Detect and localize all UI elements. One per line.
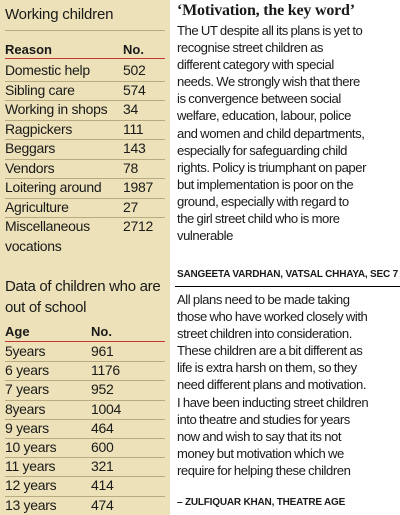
text-line: need different plans and motivation. [177,377,367,393]
age-cell: 8years [5,400,46,417]
number-cell: 111 [123,120,144,137]
text-line: and women and child departments, [177,125,365,141]
reason-cell: Working in shops [5,101,108,117]
text-line: now and wish to say that its not [177,428,342,444]
out-of-school-title: Data of children who are out of school [5,278,161,316]
header-rule [5,341,165,342]
number-cell: 1987 [123,179,153,195]
number-cell: 1004 [91,400,121,417]
reason-cell: Agriculture [5,198,69,215]
text-line: These children are a bit different as [177,343,363,359]
number-cell: 34 [123,101,138,117]
age-cell: 5years [5,343,46,359]
quote-body [177,22,400,244]
reason-column-header: Reason [5,42,52,57]
text-line: but implementation is poor on the [177,176,354,192]
text-line: The UT despite all its plans is yet to [177,23,363,38]
quote-byline: – ZULFIQUAR KHAN, THEATRE AGE [177,497,346,508]
text-line: into theatre and studies for years [177,411,350,427]
number-cell: 574 [123,81,146,98]
reason-cell: Beggars [5,140,56,156]
working-children-title: Working children [5,6,114,23]
age-cell: 10 years [5,439,57,455]
number-cell: 78 [123,159,138,176]
text-line: different category with special [177,57,334,73]
text-line: street children into consideration. [177,326,352,342]
text-line: I have been inducting street children [177,394,369,410]
text-line: money but motivation which we [177,445,344,461]
text-line: those who have worked closely with [177,309,368,325]
text-line: needs. We strongly wish that there [177,74,360,90]
text-line: life is extra harsh on them, so they [177,360,357,376]
text-line: vulnerable [177,228,233,244]
text-line: the girl street child who is more [177,211,340,227]
divider [5,30,165,31]
number-cell: 952 [91,381,114,398]
number-cell: 600 [91,439,114,455]
header-rule [5,58,165,59]
age-column-header: Age [5,324,30,339]
number-cell: 502 [123,62,146,78]
number-cell: 27 [123,198,138,215]
number-cell: 474 [91,496,114,513]
reason-cell: Sibling care [5,81,75,98]
text-line: All plans need to be made taking [177,292,350,307]
quote-body [177,291,400,479]
number-cell: 464 [91,419,114,436]
number-cell: 2712 [123,218,153,234]
number-cell: 143 [123,140,146,156]
number-column-header: No. [123,42,144,57]
text-line: require for helping these children [177,462,351,478]
stats-panel [0,0,170,515]
text-line: rights. Policy is triumphant on paper [177,159,366,175]
text-line: welfare, education, labour, police [177,108,351,124]
age-cell: 6 years [5,362,49,379]
reason-cell: vocations [5,237,62,254]
number-cell: 961 [91,343,114,359]
quote-headline: ‘Motivation, the key word’ [177,2,355,19]
reason-cell: Loitering around [5,179,102,195]
reason-cell: Domestic help [5,62,90,78]
reason-cell: Miscellaneous [5,218,90,234]
age-cell: 13 years [5,496,57,513]
text-line: ground, especially with regard to [177,193,349,209]
age-cell: 11 years [5,458,56,475]
divider [175,286,400,287]
reason-cell: Vendors [5,159,55,176]
reason-cell: Ragpickers [5,120,73,137]
number-column-header: No. [91,324,112,339]
text-line: recognise street children as [177,40,324,56]
number-cell: 1176 [91,362,120,379]
quotes-panel [173,0,400,515]
age-cell: 7 years [5,381,49,398]
age-cell: 12 years [5,477,57,494]
text-line: especially for safeguarding child [177,142,347,158]
working-children-header [5,38,165,58]
text-line: is convergence between social [177,91,341,107]
quote-byline: SANGEETA VARDHAN, VATSAL CHHAYA, SEC 7 [177,269,398,280]
number-cell: 414 [91,477,114,494]
number-cell: 321 [91,458,114,475]
age-cell: 9 years [5,419,49,436]
